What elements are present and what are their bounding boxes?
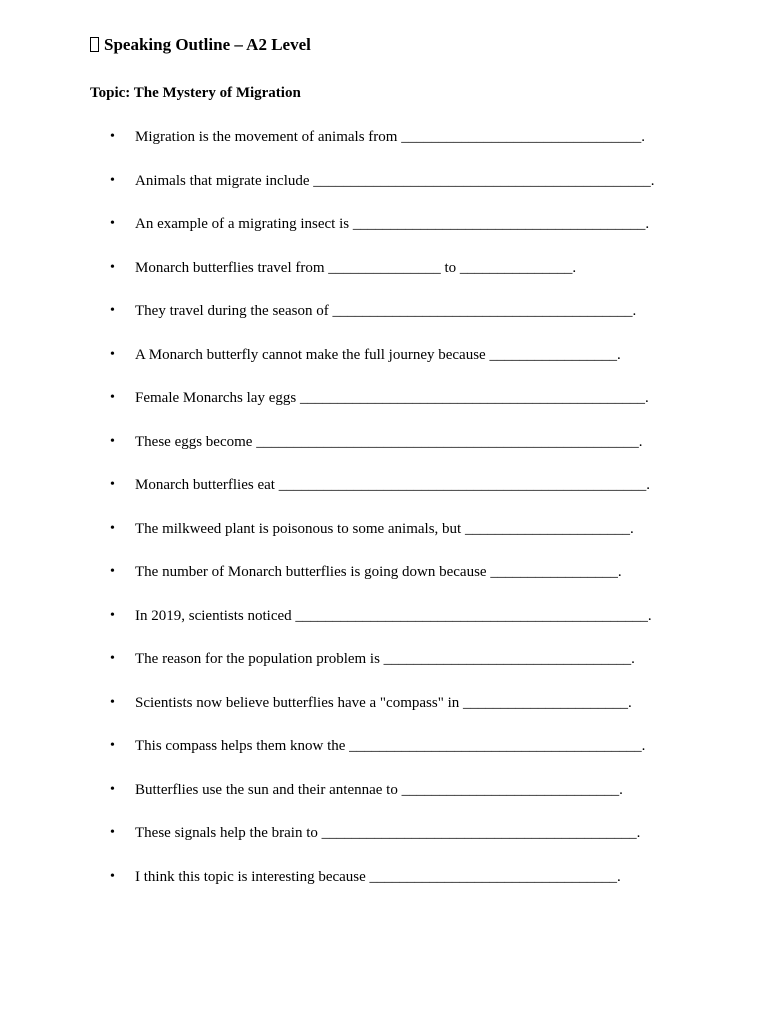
outline-item [0,692,768,714]
bullet-icon: • [110,216,115,231]
bullet-icon: • [110,608,115,623]
outline-item-text: The milkweed plant is poisonous to some animals, but ______________________. [135,521,634,537]
outline-item [0,300,768,322]
outline-item [0,648,768,670]
outline-item-text: They travel during the season of ________________________________________. [135,303,637,319]
outline-item [0,735,768,757]
bullet-icon: • [110,129,115,144]
outline-item-text: Monarch butterflies travel from _______________ to _______________. [135,260,577,276]
bullet-icon: • [110,477,115,492]
outline-item [0,561,768,583]
outline-item-text: This compass helps them know the _______________________________________. [135,738,646,754]
outline-item-text: In 2019, scientists noticed _______________________________________________. [135,608,652,624]
outline-item-text: Scientists now believe butterflies have a "compass" in ______________________. [135,695,632,711]
outline-item-text: Butterflies use the sun and their antennae to _____________________________. [135,782,623,798]
outline-item-text: Animals that migrate include _____________________________________________. [135,173,655,189]
outline-item-text: These eggs become ___________________________________________________. [135,434,643,450]
missing-glyph-icon [90,37,99,52]
bullet-icon: • [110,434,115,449]
bullet-icon: • [110,782,115,797]
bullet-icon: • [110,173,115,188]
bullet-icon: • [110,390,115,405]
bullet-icon: • [110,521,115,536]
outline-item [0,605,768,627]
outline-item-text: Migration is the movement of animals from ________________________________. [135,129,645,145]
outline-item [0,474,768,496]
outline-item [0,866,768,888]
document-title [90,33,311,57]
topic-heading: Topic: The Mystery of Migration [90,85,301,101]
bullet-icon: • [110,347,115,362]
outline-item [0,170,768,192]
outline-item-text: A Monarch butterfly cannot make the full journey because _________________. [135,347,621,363]
bullet-icon: • [110,564,115,579]
bullet-icon: • [110,825,115,840]
outline-item [0,344,768,366]
outline-item-text: Monarch butterflies eat _________________________________________________. [135,477,650,493]
bullet-icon: • [110,869,115,884]
outline-item [0,126,768,148]
outline-item-text: These signals help the brain to __________________________________________. [135,825,641,841]
document-title-text: Speaking Outline – A2 Level [104,35,311,54]
outline-item-text: An example of a migrating insect is _______________________________________. [135,216,650,232]
bullet-icon: • [110,695,115,710]
outline-item [0,518,768,540]
bullet-icon: • [110,303,115,318]
outline-item-text: The number of Monarch butterflies is going down because _________________. [135,564,622,580]
outline-item-text: Female Monarchs lay eggs ______________________________________________. [135,390,649,406]
outline-item [0,779,768,801]
bullet-icon: • [110,651,115,666]
outline-item [0,387,768,409]
outline-item [0,431,768,453]
bullet-icon: • [110,260,115,275]
outline-item [0,822,768,844]
outline-item [0,213,768,235]
outline-item [0,257,768,279]
outline-item-text: I think this topic is interesting because _________________________________. [135,869,621,885]
bullet-icon: • [110,738,115,753]
outline-item-text: The reason for the population problem is _________________________________. [135,651,635,667]
